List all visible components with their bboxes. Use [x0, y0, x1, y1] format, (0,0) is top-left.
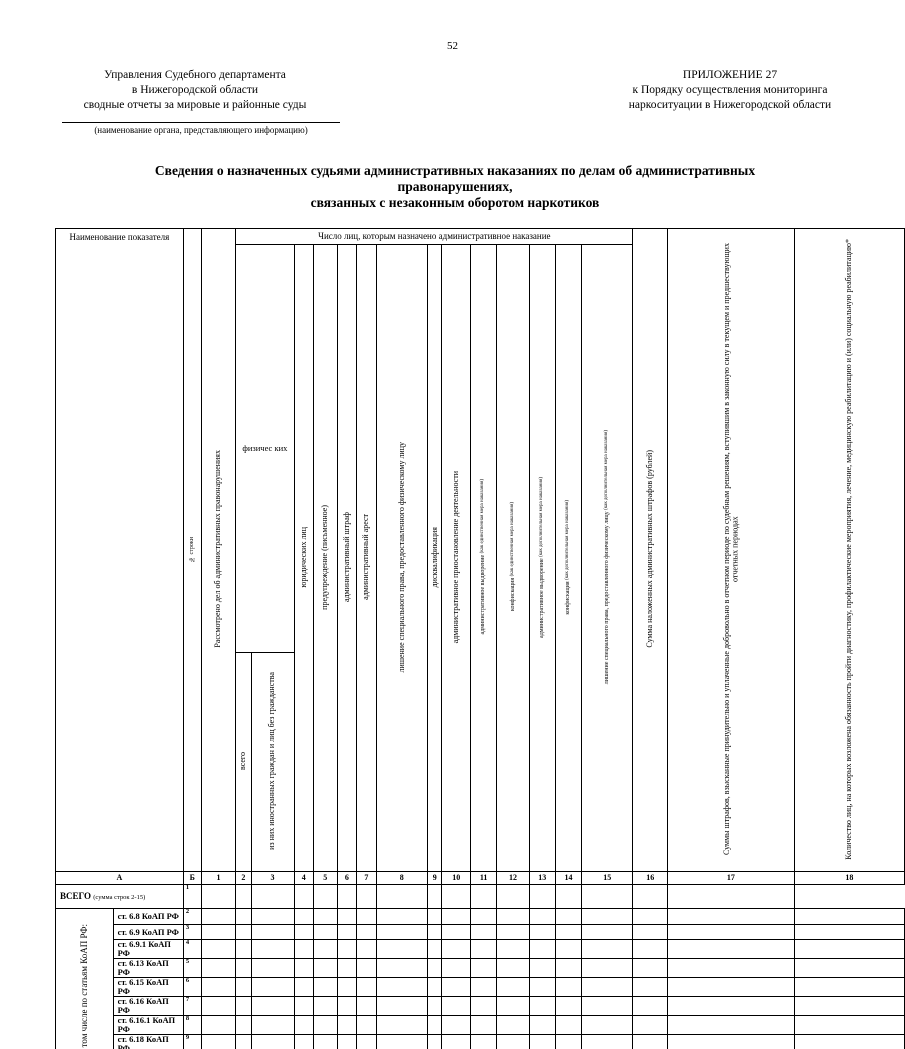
row-number: 6 — [183, 978, 201, 997]
data-cell[interactable] — [794, 1034, 904, 1049]
data-cell[interactable] — [294, 978, 314, 997]
data-cell[interactable] — [471, 1015, 497, 1034]
total-label: ВСЕГО (сумма строк 2-15) — [56, 885, 184, 909]
row-label: ст. 6.15 КоАП РФ — [113, 978, 183, 997]
col-header-obligation: Количество лиц, на которых возложена обязанность пройти диагностику, профилактические мероприятия, лечение, медицинскую реабилитацию и (или) социальную реабилитацию* — [794, 229, 904, 872]
data-cell[interactable] — [236, 978, 251, 997]
col-number: А — [56, 872, 184, 885]
data-cell[interactable] — [201, 996, 236, 1015]
data-cell[interactable] — [497, 1034, 529, 1049]
data-cell[interactable] — [582, 885, 633, 909]
col-header-deprivation: лишение специального права, предоставленного физическому лицу — [376, 245, 427, 872]
data-cell[interactable] — [555, 909, 581, 925]
data-cell[interactable] — [668, 909, 795, 925]
col-number: 16 — [633, 872, 668, 885]
data-cell[interactable] — [314, 940, 338, 959]
data-cell[interactable] — [427, 1034, 442, 1049]
data-cell[interactable] — [376, 1015, 427, 1034]
data-cell[interactable] — [236, 924, 251, 940]
col-header-suspension: административное приостановление деятельности — [442, 245, 471, 872]
table-row — [56, 1034, 905, 1049]
data-cell[interactable] — [337, 940, 357, 959]
col-number: Б — [183, 872, 201, 885]
data-cell[interactable] — [794, 909, 904, 925]
data-cell[interactable] — [427, 996, 442, 1015]
header-left-line2: в Нижегородской области — [60, 83, 330, 98]
data-cell[interactable] — [529, 1034, 555, 1049]
column-numbers-row — [56, 872, 905, 885]
data-cell[interactable] — [555, 1015, 581, 1034]
row-label: ст. 6.9.1 КоАП РФ — [113, 940, 183, 959]
data-cell[interactable] — [471, 1034, 497, 1049]
data-cell[interactable] — [582, 996, 633, 1015]
data-cell[interactable] — [633, 959, 668, 978]
data-cell[interactable] — [668, 996, 795, 1015]
data-cell[interactable] — [794, 996, 904, 1015]
data-cell[interactable] — [582, 1034, 633, 1049]
data-cell[interactable] — [376, 924, 427, 940]
data-cell[interactable] — [471, 996, 497, 1015]
data-cell[interactable] — [427, 940, 442, 959]
data-cell[interactable] — [376, 909, 427, 925]
data-cell[interactable] — [427, 909, 442, 925]
data-cell[interactable] — [442, 940, 471, 959]
data-cell[interactable] — [294, 959, 314, 978]
org-underline — [62, 122, 340, 123]
col-header-total: всего — [236, 653, 251, 872]
col-number: 8 — [376, 872, 427, 885]
table-row — [56, 909, 905, 925]
row-number: 1 — [183, 885, 201, 909]
data-cell[interactable] — [314, 978, 338, 997]
data-cell[interactable] — [633, 885, 668, 909]
data-cell[interactable] — [427, 959, 442, 978]
data-cell[interactable] — [582, 909, 633, 925]
data-cell[interactable] — [337, 978, 357, 997]
data-cell[interactable] — [376, 940, 427, 959]
data-cell[interactable] — [633, 940, 668, 959]
document-title — [100, 163, 810, 211]
data-cell[interactable] — [427, 1015, 442, 1034]
data-cell[interactable] — [794, 959, 904, 978]
col-header-rowno: № строки — [183, 229, 201, 872]
data-cell[interactable] — [529, 1015, 555, 1034]
col-header-confisc-main: конфискация (как единственная мера наказания) — [497, 245, 529, 872]
data-cell[interactable] — [668, 1015, 795, 1034]
data-cell[interactable] — [236, 909, 251, 925]
col-number: 10 — [442, 872, 471, 885]
col-header-fines-sum: Сумма наложенных административных штрафов (рублей) — [633, 229, 668, 872]
data-cell[interactable] — [201, 885, 236, 909]
data-cell[interactable] — [357, 959, 377, 978]
col-header-phys: физичес ких — [236, 245, 294, 653]
table-row — [56, 996, 905, 1015]
row-label: ст. 6.16 КоАП — [113, 996, 183, 1015]
title-line3: связанных с незаконным оборотом наркотиков — [100, 195, 810, 211]
col-header-expulsion-add: административное выдворение (как дополнительная мера наказания) — [529, 245, 555, 872]
data-cell[interactable] — [357, 996, 377, 1015]
data-cell[interactable] — [376, 978, 427, 997]
data-cell[interactable] — [582, 940, 633, 959]
header-right — [590, 68, 870, 113]
data-cell[interactable] — [442, 996, 471, 1015]
data-cell[interactable] — [668, 940, 795, 959]
data-cell[interactable] — [633, 996, 668, 1015]
data-cell[interactable] — [529, 885, 555, 909]
row-number: 3 — [183, 924, 201, 940]
data-cell[interactable] — [236, 996, 251, 1015]
data-cell[interactable] — [794, 1015, 904, 1034]
data-cell[interactable] — [236, 959, 251, 978]
row-number: 4 — [183, 940, 201, 959]
col-number: 5 — [314, 872, 338, 885]
data-cell[interactable] — [201, 924, 236, 940]
row-number — [183, 1034, 201, 1049]
data-cell[interactable] — [357, 1034, 377, 1049]
data-cell[interactable] — [427, 978, 442, 997]
row-label — [113, 1034, 183, 1049]
data-cell[interactable] — [201, 978, 236, 997]
col-number: 3 — [251, 872, 294, 885]
data-cell[interactable] — [357, 1015, 377, 1034]
report-table — [55, 228, 905, 1049]
data-cell[interactable] — [555, 996, 581, 1015]
data-cell[interactable] — [251, 940, 294, 959]
data-cell[interactable] — [294, 1015, 314, 1034]
data-cell[interactable] — [497, 1015, 529, 1034]
header-left — [60, 68, 330, 113]
data-cell[interactable] — [337, 1015, 357, 1034]
col-number: 11 — [471, 872, 497, 885]
data-cell[interactable] — [442, 959, 471, 978]
table-row-total — [56, 885, 905, 909]
data-cell[interactable] — [471, 959, 497, 978]
data-cell[interactable] — [251, 959, 294, 978]
table-row — [56, 924, 905, 940]
data-cell[interactable] — [497, 924, 529, 940]
org-caption: (наименование органа, представляющего информацию) — [62, 125, 340, 135]
data-cell[interactable] — [497, 909, 529, 925]
row-label: ст. 6.9 КоАП РФ — [113, 924, 183, 940]
col-number: 17 — [668, 872, 795, 885]
data-cell[interactable] — [442, 978, 471, 997]
col-number: 7 — [357, 872, 377, 885]
data-cell[interactable] — [471, 924, 497, 940]
row-number: 5 — [183, 959, 201, 978]
data-cell[interactable] — [633, 1015, 668, 1034]
data-cell[interactable] — [314, 996, 338, 1015]
data-cell[interactable] — [314, 924, 338, 940]
data-cell[interactable] — [442, 924, 471, 940]
data-cell[interactable] — [294, 940, 314, 959]
data-cell[interactable] — [668, 924, 795, 940]
data-cell[interactable] — [201, 959, 236, 978]
data-cell[interactable] — [555, 924, 581, 940]
data-cell[interactable] — [529, 978, 555, 997]
data-cell[interactable] — [529, 959, 555, 978]
data-cell[interactable] — [582, 978, 633, 997]
data-cell[interactable] — [471, 909, 497, 925]
col-header-deprivation-add: лишение специального права, предоставленного физическому лицу (как дополнительная мера наказания) — [582, 245, 633, 872]
data-cell[interactable] — [294, 996, 314, 1015]
table-row — [56, 978, 905, 997]
row-label: ст. 6.8 КоАП РФ — [113, 909, 183, 925]
col-header-warning: предупреждение (письменное) — [314, 245, 338, 872]
appendix-line3: наркоситуации в Нижегородской области — [590, 98, 870, 113]
data-cell[interactable] — [555, 959, 581, 978]
data-cell[interactable] — [497, 959, 529, 978]
data-cell[interactable] — [427, 885, 442, 909]
data-cell[interactable] — [357, 940, 377, 959]
data-cell[interactable] — [529, 924, 555, 940]
data-cell[interactable] — [633, 924, 668, 940]
data-cell[interactable] — [236, 940, 251, 959]
data-cell[interactable] — [633, 909, 668, 925]
data-cell[interactable] — [337, 885, 357, 909]
data-cell[interactable] — [337, 996, 357, 1015]
data-cell[interactable] — [236, 1034, 251, 1049]
data-cell[interactable] — [357, 885, 377, 909]
col-number: 2 — [236, 872, 251, 885]
data-cell[interactable] — [201, 940, 236, 959]
row-label — [113, 1015, 183, 1034]
col-number: 6 — [337, 872, 357, 885]
data-cell[interactable] — [427, 924, 442, 940]
col-number: 12 — [497, 872, 529, 885]
table-row — [56, 959, 905, 978]
data-cell[interactable] — [201, 1034, 236, 1049]
row-number: 7 — [183, 996, 201, 1015]
row-number — [183, 1015, 201, 1034]
row-number: 2 — [183, 909, 201, 925]
data-cell[interactable] — [497, 885, 529, 909]
data-cell[interactable] — [555, 1034, 581, 1049]
table-row — [56, 1015, 905, 1034]
data-cell[interactable] — [582, 1015, 633, 1034]
data-cell[interactable] — [668, 1034, 795, 1049]
data-cell[interactable] — [294, 909, 314, 925]
data-cell[interactable] — [236, 885, 251, 909]
data-cell[interactable] — [314, 959, 338, 978]
data-cell[interactable] — [251, 1034, 294, 1049]
col-header-foreign: из них иностранных граждан и лиц без гражданства — [251, 653, 294, 872]
page-number: 52 — [0, 40, 905, 52]
data-cell[interactable] — [236, 1015, 251, 1034]
col-number: 14 — [555, 872, 581, 885]
data-cell[interactable] — [442, 1015, 471, 1034]
data-cell[interactable] — [294, 924, 314, 940]
data-cell[interactable] — [376, 885, 427, 909]
data-cell[interactable] — [497, 996, 529, 1015]
col-header-expulsion-main: административное выдворение (как единственная мера наказания) — [471, 245, 497, 872]
data-cell[interactable] — [794, 978, 904, 997]
col-number: 4 — [294, 872, 314, 885]
data-cell[interactable] — [555, 978, 581, 997]
data-cell[interactable] — [251, 996, 294, 1015]
data-cell[interactable] — [314, 885, 338, 909]
data-cell[interactable] — [201, 909, 236, 925]
col-number: 13 — [529, 872, 555, 885]
data-cell[interactable] — [633, 978, 668, 997]
data-cell[interactable] — [251, 909, 294, 925]
data-cell[interactable] — [442, 909, 471, 925]
data-cell[interactable] — [294, 885, 314, 909]
data-cell[interactable] — [794, 940, 904, 959]
data-cell[interactable] — [337, 1034, 357, 1049]
data-cell[interactable] — [471, 940, 497, 959]
data-cell[interactable] — [251, 885, 294, 909]
header-left-line3: сводные отчеты за мировые и районные суды — [60, 98, 330, 113]
data-cell[interactable] — [337, 924, 357, 940]
data-cell[interactable] — [201, 1015, 236, 1034]
data-cell[interactable] — [251, 1015, 294, 1034]
data-cell[interactable] — [357, 978, 377, 997]
table-row — [56, 940, 905, 959]
row-label: ст. 6.13 КоАП РФ — [113, 959, 183, 978]
col-number: 18 — [794, 872, 904, 885]
data-cell[interactable] — [376, 996, 427, 1015]
data-cell[interactable] — [251, 924, 294, 940]
data-cell[interactable] — [357, 924, 377, 940]
data-cell[interactable] — [555, 885, 581, 909]
data-cell[interactable] — [251, 978, 294, 997]
data-cell[interactable] — [497, 940, 529, 959]
col-number: 1 — [201, 872, 236, 885]
data-cell[interactable] — [314, 1015, 338, 1034]
data-cell[interactable] — [529, 909, 555, 925]
data-cell[interactable] — [582, 959, 633, 978]
data-cell[interactable] — [529, 996, 555, 1015]
data-cell[interactable] — [668, 959, 795, 978]
col-header-arrest: административный арест — [357, 245, 377, 872]
data-cell[interactable] — [529, 940, 555, 959]
title-line1: Сведения о назначенных судьями административных наказаниях по делам об административных — [100, 163, 810, 179]
data-cell[interactable] — [294, 1034, 314, 1049]
group-label-cell: в том числе по статьям КоАП РФ: — [56, 909, 114, 1049]
col-header-fines-collected: Суммы штрафов, взысканные принудительно и уплаченные добровольно в отчетном периоде по судебным решениям, вступившим в законную силу в текущем и предшествующих отчетных периодах — [668, 229, 795, 872]
data-cell[interactable] — [582, 924, 633, 940]
col-header-reviewed: Рассмотрено дел об административных правонарушениях — [201, 229, 236, 872]
data-cell[interactable] — [668, 885, 795, 909]
data-cell[interactable] — [555, 940, 581, 959]
data-cell[interactable] — [337, 959, 357, 978]
title-line2: правонарушениях, — [100, 179, 810, 195]
data-cell[interactable] — [376, 959, 427, 978]
data-cell[interactable] — [337, 909, 357, 925]
data-cell[interactable] — [442, 1034, 471, 1049]
data-cell[interactable] — [497, 978, 529, 997]
data-cell[interactable] — [668, 978, 795, 997]
data-cell[interactable] — [314, 909, 338, 925]
data-cell[interactable] — [794, 924, 904, 940]
header-left-line1: Управления Судебного департамента — [60, 68, 330, 83]
appendix-line2: к Порядку осуществления мониторинга — [590, 83, 870, 98]
col-header-group: Число лиц, которым назначено административное наказание — [236, 229, 633, 245]
col-number: 15 — [582, 872, 633, 885]
appendix-title: ПРИЛОЖЕНИЕ 27 — [590, 68, 870, 83]
data-cell[interactable] — [471, 885, 497, 909]
data-cell[interactable] — [633, 1034, 668, 1049]
col-header-confisc-add: конфискация (как дополнительная мера наказания) — [555, 245, 581, 872]
data-cell[interactable] — [376, 1034, 427, 1049]
col-number: 9 — [427, 872, 442, 885]
col-header-name: Наименование показателя — [56, 229, 184, 872]
col-header-legal: юридических лиц — [294, 245, 314, 872]
data-cell[interactable] — [442, 885, 471, 909]
data-cell[interactable] — [471, 978, 497, 997]
col-header-disqual: дисквалификация — [427, 245, 442, 872]
data-cell[interactable] — [314, 1034, 338, 1049]
data-cell[interactable] — [357, 909, 377, 925]
col-header-fine: административный штраф — [337, 245, 357, 872]
